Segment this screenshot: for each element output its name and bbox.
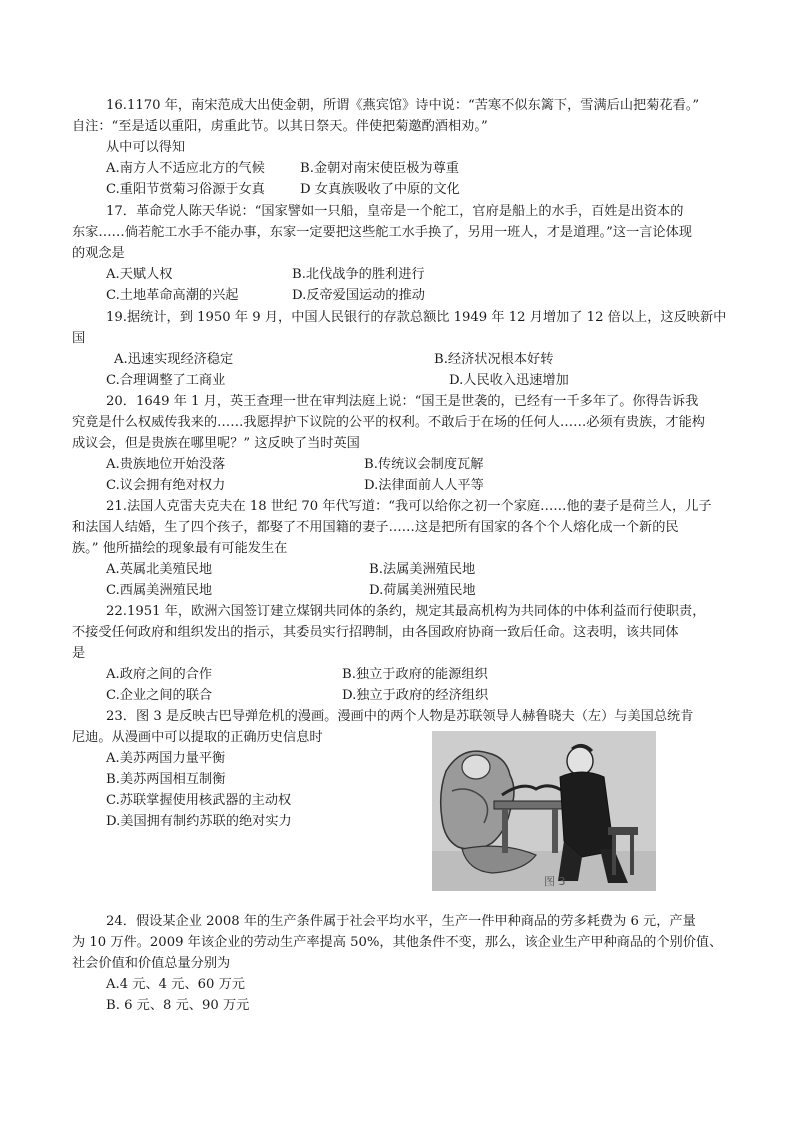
q21-option-d: D.荷属美洲殖民地 [369, 583, 476, 598]
q16-stem-line2: 自注：“至是适以重阳，虏重此节。以其日祭天。伴使把菊邀酌酒相劝。” [72, 119, 488, 134]
q20-option-b: B.传统议会制度瓦解 [364, 457, 484, 472]
q16-stem-line3: 从中可以得知 [106, 140, 186, 155]
q21-stem-line2: 和法国人结婚，生了四个孩子，都娶了不用国籍的妻子……这是把所有国家的各个个人熔化成一个新的民 [72, 520, 679, 535]
q20-option-c: C.议会拥有绝对权力 [106, 478, 226, 493]
q22-option-a: A.政府之间的合作 [106, 667, 213, 682]
q19-stem-line1: 19.据统计，到 1950 年 9 月，中国人民银行的存款总额比 1949 年 12 月增加了 12 倍以上，这反映新中 [106, 310, 727, 325]
q17-stem-line2: 东家……倘若舵工水手不能办事，东家一定要把这些舵工水手换了，另用一班人，才是道理。”这一言论体现 [72, 225, 692, 240]
q17-option-a: A.天赋人权 [106, 267, 173, 282]
q24-stem-line3: 社会价值和价值总量分别为 [72, 956, 231, 971]
q20-stem-line1: 20．1649 年 1 月，英王查理一世在审判法庭上说：“国王是世袭的，已经有一千多年了。你得告诉我 [106, 394, 699, 409]
q23-option-b: B.美苏两国相互制衡 [106, 772, 226, 787]
q20-option-d: D.法律面前人人平等 [364, 478, 484, 493]
q16-option-a: A.南方人不适应北方的气候 [106, 161, 265, 176]
q19-option-d: D.人民收入迅速增加 [449, 373, 569, 388]
figure-caption: 图 3 [544, 875, 566, 888]
q21-option-b: B.法属美洲殖民地 [369, 562, 476, 577]
q17-stem-line3: 的观念是 [72, 246, 125, 261]
q22-option-b: B.独立于政府的能源组织 [342, 667, 488, 682]
q20-option-a: A.贵族地位开始没落 [106, 457, 226, 472]
cartoon-illustration [432, 731, 656, 891]
q16-option-c: C.重阳节赏菊习俗源于女真 [106, 182, 265, 197]
q16-option-d: D 女真族吸收了中原的文化 [300, 182, 460, 197]
q20-stem-line3: 成议会，但是贵族在哪里呢？” 这反映了当时英国 [72, 436, 360, 451]
q22-stem-line1: 22.1951 年，欧洲六国签订建立煤钢共同体的条约，规定其最高机构为共同体的中体利益而行使职责， [106, 604, 706, 619]
q22-stem-line3: 是 [72, 646, 86, 661]
q17-stem-line1: 17．革命党人陈天华说：“国家譬如一只船，皇帝是一个舵工，官府是船上的水手，百姓是出资本的 [106, 204, 684, 219]
q16-stem-line1: 16.1170 年，南宋范成大出使金朝，所谓《燕宾馆》诗中说：“苦寒不似东篱下，雪满后山把菊花看。” [106, 98, 700, 113]
q23-stem-line2: 尼迪。从漫画中可以提取的正确历史信息时 [72, 730, 323, 745]
q17-option-d: D.反帝爱国运动的推动 [292, 288, 425, 303]
q20-stem-line2: 究竟是什么权威传我来的……我愿捍护下议院的公平的权利。不敢后于在场的任何人……必须有贵族，才能构 [72, 415, 705, 430]
q23-stem-line1: 23．图 3 是反映古巴导弹危机的漫画。漫画中的两个人物是苏联领导人赫鲁晓夫（左）与美国总统肯 [106, 709, 694, 724]
q22-stem-line2: 不接受任何政府和组织发出的指示，其委员实行招聘制，由各国政府协商一致后任命。这表明，该共同体 [72, 625, 679, 640]
q23-option-d: D.美国拥有制约苏联的绝对实力 [106, 814, 292, 829]
q19-option-a: A.迅速实现经济稳定 [114, 352, 234, 367]
q24-option-a: A.4 元、4 元、60 万元 [106, 977, 245, 992]
q24-stem-line2: 为 10 万件。2009 年该企业的劳动生产率提高 50%，其他条件不变，那么，该企业生产甲种商品的个别价值、 [72, 935, 723, 950]
q21-option-c: C.西属美洲殖民地 [106, 583, 213, 598]
q19-option-c: C.合理调整了工商业 [106, 373, 226, 388]
q23-option-a: A.美苏两国力量平衡 [106, 751, 226, 766]
q21-option-a: A.英属北美殖民地 [106, 562, 213, 577]
q17-option-b: B.北伐战争的胜利进行 [292, 267, 425, 282]
q24-stem-line1: 24．假设某企业 2008 年的生产条件属于社会平均水平，生产一件甲种商品的劳多耗费为 6 元，产量 [106, 914, 696, 929]
q24-option-b: B. 6 元、8 元、90 万元 [106, 998, 250, 1013]
q21-stem-line1: 21.法国人克雷夫克夫在 18 世纪 70 年代写道：“我可以给你之初一个家庭……他的妻子是荷兰人，儿子 [106, 499, 712, 514]
cuban-missile-crisis-cartoon [432, 731, 656, 891]
q16-option-b: B.金朝对南宋使臣极为尊重 [300, 161, 459, 176]
q23-option-c: C.苏联掌握使用核武器的主动权 [106, 793, 292, 808]
q19-stem-line2: 国 [72, 331, 86, 346]
q22-option-d: D.独立于政府的经济组织 [342, 688, 489, 703]
q22-option-c: C.企业之间的联合 [106, 688, 213, 703]
q19-option-b: B.经济状况根本好转 [434, 352, 554, 367]
q17-option-c: C.土地革命高潮的兴起 [106, 288, 239, 303]
q21-stem-line3: 族。” 他所描绘的现象最有可能发生在 [72, 541, 288, 556]
